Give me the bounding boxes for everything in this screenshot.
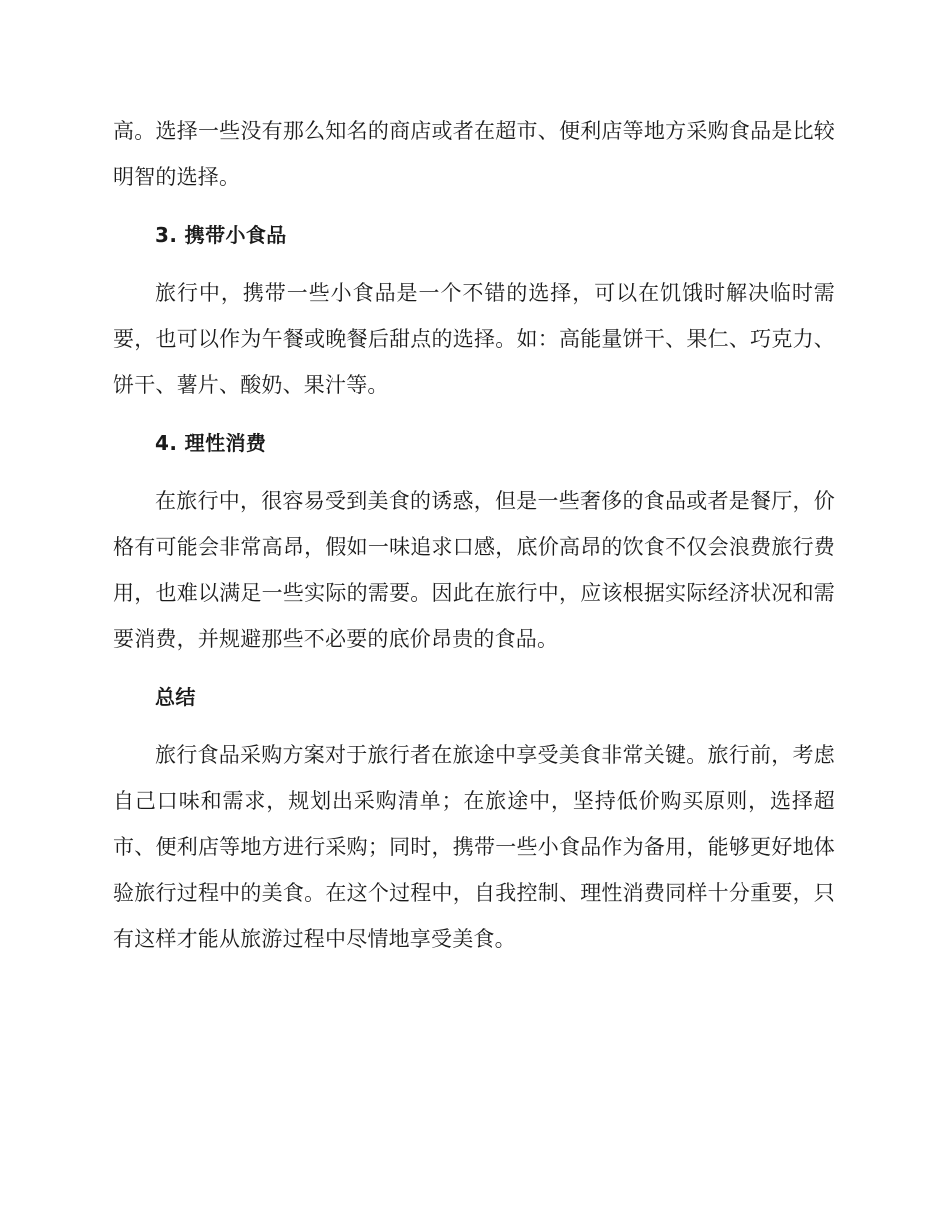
paragraph-carry-snacks: 旅行中，携带一些小食品是一个不错的选择，可以在饥饿时解决临时需要，也可以作为午餐或晚餐后甜点的选择。如：高能量饼干、果仁、巧克力、饼干、薯片、酸奶、果汁等。: [113, 281, 835, 397]
section-heading-summary: 总结: [155, 685, 196, 709]
section-heading-rational-spending: 4. 理性消费: [155, 431, 267, 455]
paragraph-summary: 旅行食品采购方案对于旅行者在旅途中享受美食非常关键。旅行前，考虑自己口味和需求，规划出采购清单；在旅途中，坚持低价购买原则，选择超市、便利店等地方进行采购；同时，携带一些小食品作为备用，能够更好地体验旅行过程中的美食。在这个过程中，自我控制、理性消费同样十分重要，只有这样才能从旅游过程中尽情地享受美食。: [113, 743, 835, 951]
section-heading-carry-snacks: 3. 携带小食品: [155, 223, 287, 247]
paragraph-intro-continuation: 高。选择一些没有那么知名的商店或者在超市、便利店等地方采购食品是比较明智的选择。: [113, 119, 835, 189]
paragraph-rational-spending: 在旅行中，很容易受到美食的诱惑，但是一些奢侈的食品或者是餐厅，价格有可能会非常高昂，假如一味追求口感，底价高昂的饮食不仅会浪费旅行费用，也难以满足一些实际的需要。因此在旅行中，应该根据实际经济状况和需要消费，并规避那些不必要的底价昂贵的食品。: [113, 489, 835, 651]
document-body: [113, 108, 835, 974]
